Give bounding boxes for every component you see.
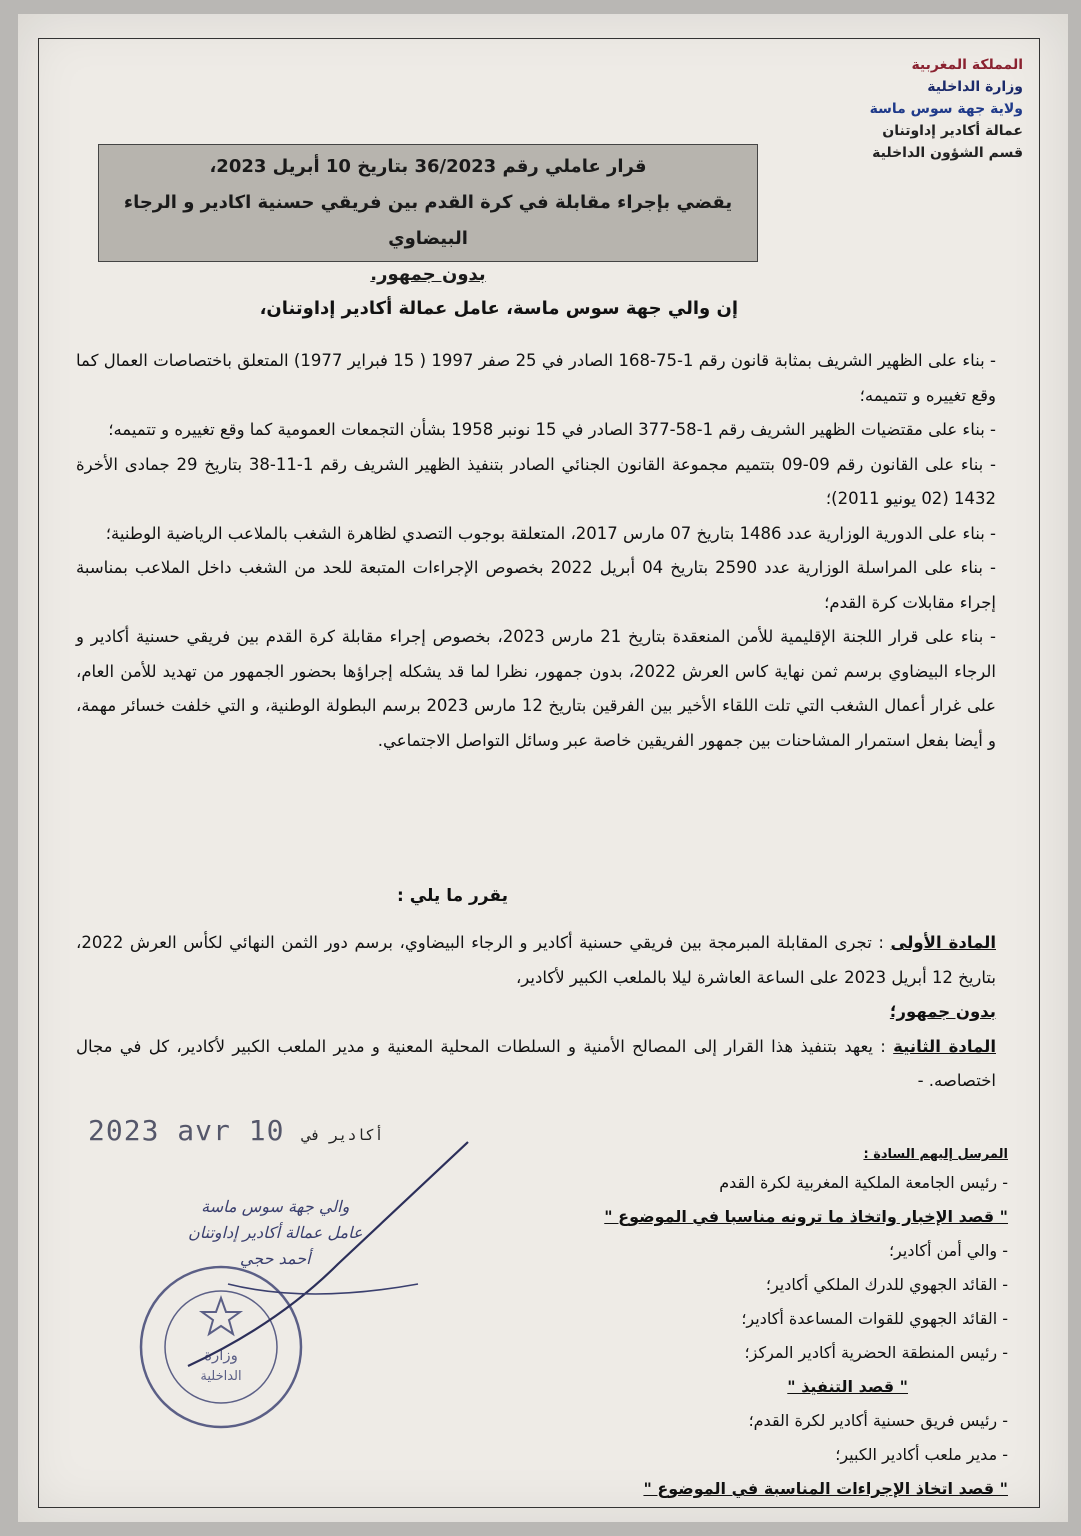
place-label: أكادير في bbox=[302, 1126, 384, 1144]
recipient-item: - مدير ملعب أكادير الكبير؛ bbox=[835, 1445, 1008, 1464]
kingdom-name: المملكة المغربية bbox=[911, 57, 1023, 73]
consideration-item: - بناء على مقتضيات الظهير الشريف رقم 1-58-377 الصادر في 15 نونبر 1958 بشأن التجمعات العمومية كما وقع تغييره و تتميمه؛ bbox=[108, 420, 996, 439]
wilaya-name: ولاية جهة سوس ماسة bbox=[869, 101, 1023, 117]
signature-line1: والي جهة سوس ماسة bbox=[201, 1197, 350, 1216]
opening-statement: إن والي جهة سوس ماسة، عامل عمالة أكادير إداوتنان، bbox=[259, 298, 738, 319]
svg-text:الداخلية: الداخلية bbox=[200, 1369, 242, 1384]
decree-title-line2: يقضي بإجراء مقابلة في كرة القدم بين فريقي حسنية اكادير و الرجاء البيضاوي bbox=[123, 192, 733, 249]
recipient-purpose: " قصد التنفيذ " bbox=[787, 1377, 908, 1396]
recipients-heading: المرسل إليهم السادة : bbox=[863, 1147, 1008, 1162]
consideration-item: - بناء على قرار اللجنة الإقليمية للأمن المنعقدة بتاريخ 21 مارس 2023، بخصوص إجراء مقابلة كرة القدم بين فريقي حسنية أكادير و الرجاء البيضاوي برسم ثمن نهاية كاس العرش 2022، بدون جمهور، نظرا لما قد يشكله إجراؤها بحضور الجمهور من تهديد للأمن العام، على غرار أعمال الشغب التي تلت اللقاء الأخير بين الفرقين بتاريخ 12 مارس 2023 برسم البطولة الوطنية، و التي خلفت خسائر مهمة، و أيضا بفعل استمرار المشاحنات بين جمهور الفريقين خاصة عبر وسائل التواصل الاجتماعي. bbox=[76, 627, 997, 750]
ministry-name: وزارة الداخلية bbox=[927, 79, 1023, 95]
division-name: قسم الشؤون الداخلية bbox=[872, 145, 1023, 161]
article-2-text: : يعهد بتنفيذ هذا القرار إلى المصالح الأمنية و السلطات المحلية المعنية و مدير الملعب الكبير لأكادير، كل في مجال اختصاصه. - bbox=[76, 1036, 996, 1090]
recipient-item: - القائد الجهوي للدرك الملكي أكادير؛ bbox=[765, 1275, 1008, 1294]
signature-line2: عامل عمالة أكادير إداوتنان bbox=[188, 1223, 363, 1242]
article-1 bbox=[76, 926, 996, 1030]
recipient-purpose: " قصد الإخبار واتخاذ ما ترونه مناسبا في الموضوع " bbox=[604, 1207, 1008, 1226]
considerations-list bbox=[76, 344, 996, 758]
consideration-item: - بناء على المراسلة الوزارية عدد 2590 بتاريخ 04 أبريل 2022 بخصوص الإجراءات المتبعة للحد من الشغب داخل الملاعب بمناسبة إجراء مقابلات كرة القدم؛ bbox=[76, 558, 996, 612]
article-2 bbox=[76, 1030, 996, 1099]
recipient-item: - والي أمن أكادير؛ bbox=[888, 1241, 1008, 1260]
recipient-item: - رئيس المنطقة الحضرية أكادير المركز؛ bbox=[744, 1343, 1008, 1362]
signature-stroke bbox=[168, 1134, 478, 1374]
consideration-item: - بناء على القانون رقم 09-09 بتتميم مجموعة القانون الجنائي الصادر بتنفيذ الظهير الشريف رقم 1-11-38 بتاريخ 29 جمادى الأخرة 1432 (02 يونيو 2011)؛ bbox=[76, 454, 996, 508]
article-2-label: المادة الثانية bbox=[893, 1036, 996, 1056]
articles-section bbox=[76, 926, 996, 1099]
recipient-item: - القائد الجهوي للقوات المساعدة أكادير؛ bbox=[741, 1309, 1008, 1328]
article-1-end: بدون جمهور؛ bbox=[889, 1002, 996, 1021]
article-1-text: : تجرى المقابلة المبرمجة بين فريقي حسنية أكادير و الرجاء البيضاوي، برسم دور الثمن النهائي لكأس العرش 2022، بتاريخ 12 أبريل 2023 على الساعة العاشرة ليلا بالملعب الكبير لأكادير، bbox=[76, 933, 996, 987]
signature-name: أحمد حجي bbox=[239, 1249, 311, 1268]
seal-center-text: وزارة bbox=[204, 1346, 238, 1364]
date-stamp-value: 2023 avr 10 bbox=[88, 1114, 285, 1147]
document-sheet bbox=[18, 14, 1068, 1522]
decides-heading: يقرر ما يلي : bbox=[397, 886, 508, 906]
decree-title-line1: قرار عاملي رقم 36/2023 بتاريخ 10 أبريل 2023، bbox=[209, 156, 647, 177]
article-1-label: المادة الأولى bbox=[890, 933, 996, 952]
decree-title-line3: بدون جمهور. bbox=[370, 264, 486, 285]
letterhead bbox=[870, 54, 1023, 164]
consideration-item: - بناء على الدورية الوزارية عدد 1486 بتاريخ 07 مارس 2017، المتعلقة بوجوب التصدي لظاهرة الشغب بالملاعب الرياضية الوطنية؛ bbox=[105, 523, 996, 543]
recipients-list bbox=[448, 1144, 1008, 1506]
recipient-item: - رئيس الجامعة الملكية المغربية لكرة القدم bbox=[719, 1173, 1008, 1192]
decree-title-box bbox=[98, 144, 758, 285]
consideration-item: - بناء على الظهير الشريف بمثابة قانون رقم 1-75-168 الصادر في 25 صفر 1997 ( 15 فبراير 1977) المتعلق باختصاصات العمال كما وقع تغييره و تتميمه؛ bbox=[76, 351, 996, 405]
recipient-purpose: " قصد اتخاذ الإجراءات المناسبة في الموضوع " bbox=[643, 1479, 1008, 1498]
recipient-item: - رئيس فريق حسنية أكادير لكرة القدم؛ bbox=[748, 1411, 1008, 1430]
prefecture-name: عمالة أكادير إداوتنان bbox=[882, 123, 1023, 139]
